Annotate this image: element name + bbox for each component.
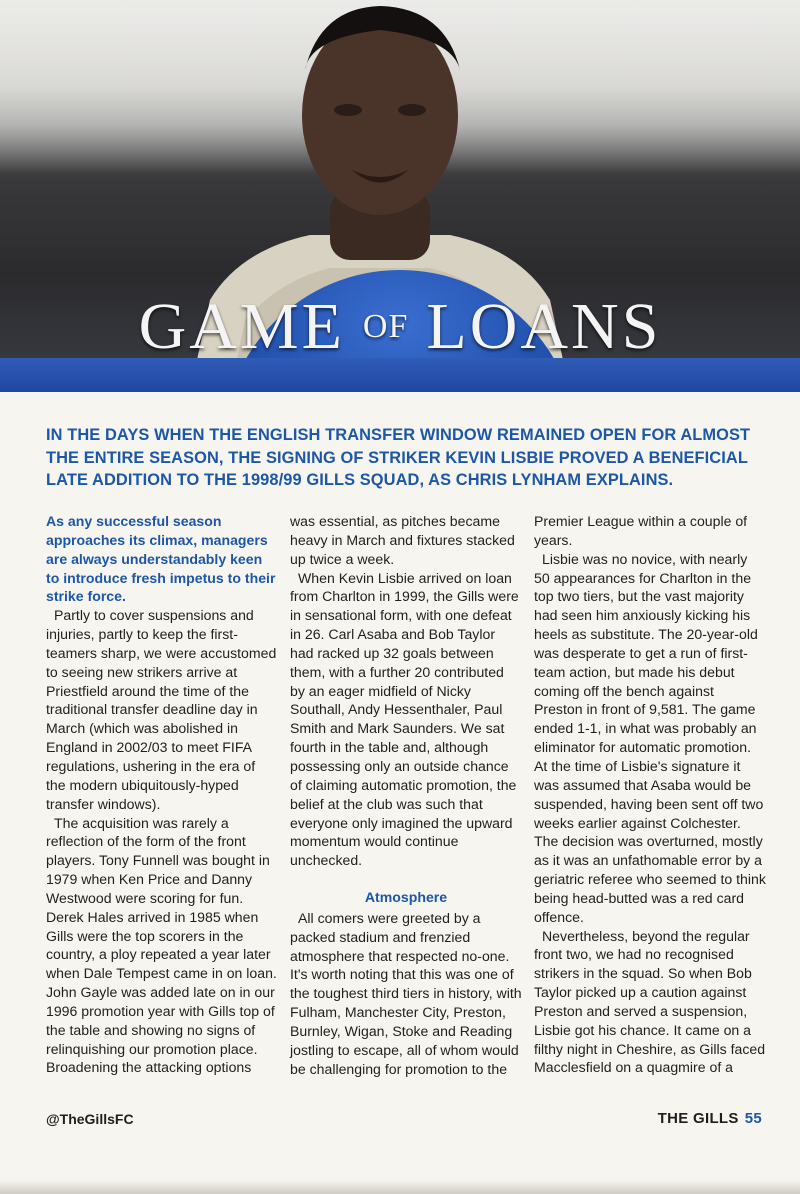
standfirst: IN THE DAYS WHEN THE ENGLISH TRANSFER WINDOW REMAINED OPEN FOR ALMOST THE ENTIRE SEASON, THE SIGNING OF STRIKER KEVIN LISBIE PROVED A BENEFICIAL LATE ADDITION TO THE 1998/99 GILLS SQUAD, AS CHRIS LYNHAM EXPLAINS.: [46, 426, 751, 489]
page-number: 55: [744, 1110, 762, 1127]
article-paragraph: Premier League within a couple of years.: [534, 513, 748, 548]
article-paragraph: Nevertheless, beyond the regular front two, we had no recognised strikers in the squad. So when Bob Taylor picked up a caution against Preston and served a suspension, Lisbie got his chance. It came on a filthy night in Cheshire, as Gills faced Macclesfield on a quagmire of a: [534, 927, 766, 1076]
article-column-1: [46, 512, 278, 1077]
hero-banner: [0, 0, 800, 392]
page-footer: [658, 1110, 762, 1127]
article-paragraph: was essential, as pitches became heavy in March and fixtures stacked up twice a week.: [290, 513, 515, 567]
article-subhead: Atmosphere: [364, 889, 448, 906]
article-intro: As any successful season approaches its climax, managers are always understandably keen to introduce fresh impetus to their strike force.: [46, 513, 276, 605]
magazine-name: THE GILLS: [657, 1110, 739, 1127]
article-paragraph: Partly to cover suspensions and injuries, partly to keep the first-teamers sharp, we were accustomed to seeing new strikers arrive at Priestfield around the time of the traditional transfer deadline day in March (which was abolished in England in 2002/03 to meet FIFA regulations, ushering in the era of the modern ubiquitously-hyped transfer windows).: [46, 607, 277, 812]
article-paragraph: When Kevin Lisbie arrived on loan from Charlton in 1999, the Gills were in sensational form, with one defeat in 26. Carl Asaba and Bob Taylor had racked up 32 goals between them, with a further 20 contributed by an eager midfield of Nicky Southall, Andy Hessenthaler, Paul Smith and Mark Saunders. We sat fourth in the table and, although possessing only an outside chance of claiming automatic promotion, the belief at the club was such that everyone only imagined the upward momentum would continue unchecked.: [290, 569, 519, 869]
title-word-of: OF: [362, 308, 409, 345]
article-paragraph: Lisbie was no novice, with nearly 50 appearances for Charlton in the top two tiers, but the vast majority had seen him anxiously kicking his heels as substitute. The 20-year-old was desperate to get a run of first-team action, but made his debut coming off the bench against Preston in front of 9,581. The game ended 1-1, in what was probably an eliminator for automatic promotion. At the time of Lisbie's signature it was assumed that Asaba would be suspended, having been sent off two weeks earlier against Colchester. The decision was overturned, mostly as it was an unfathomable error by a geriatric referee who seemed to think being head-butted was a red card offence.: [534, 550, 766, 925]
article-paragraph: The acquisition was rarely a reflection of the form of the front players. Tony Funnell was bought in 1979 when Ken Price and Danny Westwood were scoring for fun. Derek Hales arrived in 1985 when Gills were the top scorers in the country, a ploy repeated a year later when Dale Tempest came in on loan. John Gayle was added late on in our 1996 promotion year with Gills top of the table and showing no signs of relinquishing our promotion place. Broadening the attacking options: [46, 814, 277, 1076]
twitter-handle: @TheGillsFC: [46, 1111, 134, 1127]
title-word-loans: LOANS: [426, 290, 662, 363]
title-word-game: GAME: [138, 290, 345, 363]
article-column-3: [534, 512, 766, 1077]
article-column-2: [290, 512, 522, 1078]
article-paragraph: All comers were greeted by a packed stadium and frenzied atmosphere that respected no-one. It's worth noting that this was one of the toughest third tiers in history, with Fulham, Manchester City, Preston, Burnley, Wigan, Stoke and Reading jostling to escape, all of whom would be challenging for promotion to the: [290, 909, 522, 1077]
page-title: [0, 282, 800, 372]
page-edge: [0, 1180, 800, 1194]
